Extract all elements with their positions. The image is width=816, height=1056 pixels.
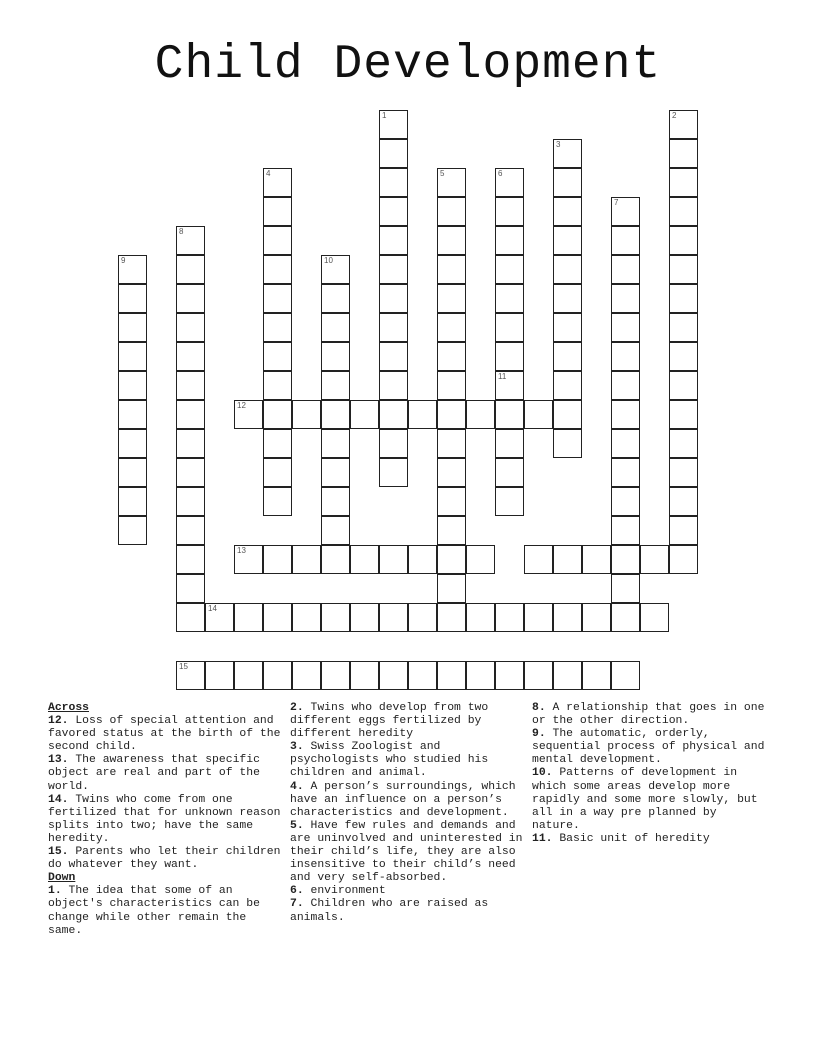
clue-number: 15 [179, 662, 188, 671]
grid-cell[interactable] [234, 603, 263, 632]
grid-cell[interactable] [263, 255, 292, 284]
clue-down-2: 2. Twins who develop from two different eggs fertilized by different heredity [290, 702, 489, 741]
grid-cell[interactable] [379, 603, 408, 632]
grid-cell[interactable] [263, 603, 292, 632]
grid-cell[interactable] [176, 429, 205, 458]
grid-cell[interactable] [118, 284, 147, 313]
grid-cell[interactable] [669, 458, 698, 487]
clue-down-11: 11. Basic unit of heredity [532, 832, 710, 845]
clue-column-1 [48, 702, 284, 938]
clue-number: 8 [179, 227, 184, 236]
grid-cell[interactable] [582, 603, 611, 632]
clue-across-13: 13. The awareness that specific object are real and part of the world. [48, 754, 260, 793]
grid-cell[interactable] [321, 400, 350, 429]
grid-cell[interactable] [321, 661, 350, 690]
grid-cell[interactable] [263, 487, 292, 516]
grid-cell[interactable] [524, 545, 553, 574]
grid-cell[interactable] [466, 603, 495, 632]
grid-cell[interactable] [437, 516, 466, 545]
grid-cell[interactable] [611, 429, 640, 458]
grid-cell[interactable] [669, 226, 698, 255]
grid-cell[interactable] [669, 429, 698, 458]
grid-cell[interactable] [437, 487, 466, 516]
grid-cell[interactable] [669, 313, 698, 342]
grid-cell[interactable] [408, 603, 437, 632]
grid-cell[interactable] [524, 603, 553, 632]
grid-cell[interactable] [495, 458, 524, 487]
clue-column-3 [532, 702, 768, 846]
grid-cell[interactable] [437, 342, 466, 371]
grid-cell[interactable] [379, 661, 408, 690]
grid-cell[interactable] [292, 661, 321, 690]
grid-cell[interactable] [263, 661, 292, 690]
clue-number: 10 [324, 256, 333, 265]
clue-number: 3 [556, 140, 561, 149]
grid-cell[interactable] [292, 545, 321, 574]
grid-cell[interactable] [553, 226, 582, 255]
grid-cell[interactable] [176, 371, 205, 400]
grid-cell[interactable] [640, 545, 669, 574]
grid-cell[interactable] [118, 342, 147, 371]
grid-cell[interactable] [118, 400, 147, 429]
grid-cell[interactable] [176, 284, 205, 313]
grid-cell[interactable] [263, 458, 292, 487]
grid-cell[interactable] [408, 545, 437, 574]
grid-cell[interactable] [321, 342, 350, 371]
clue-column-2 [290, 702, 526, 925]
grid-cell[interactable] [611, 458, 640, 487]
grid-cell[interactable] [263, 226, 292, 255]
grid-cell[interactable] [379, 371, 408, 400]
grid-cell[interactable] [466, 400, 495, 429]
down-heading: Down [48, 872, 76, 885]
grid-cell[interactable] [234, 661, 263, 690]
clue-number: 13 [237, 546, 246, 555]
grid-cell[interactable] [611, 400, 640, 429]
grid-cell[interactable] [321, 255, 350, 284]
grid-cell[interactable] [263, 168, 292, 197]
grid-cell[interactable] [611, 284, 640, 313]
grid-cell[interactable] [176, 313, 205, 342]
grid-cell[interactable] [379, 313, 408, 342]
grid-cell[interactable] [176, 487, 205, 516]
grid-cell[interactable] [379, 110, 408, 139]
grid-cell[interactable] [669, 342, 698, 371]
grid-cell[interactable] [118, 458, 147, 487]
grid-cell[interactable] [350, 545, 379, 574]
grid-cell[interactable] [176, 342, 205, 371]
grid-cell[interactable] [553, 284, 582, 313]
grid-cell[interactable] [263, 284, 292, 313]
clue-down-10: 10. Patterns of development in which some areas develop more rapidly and some more slowly, but all in a way pre planned by nature. [532, 767, 758, 832]
grid-cell[interactable] [669, 255, 698, 284]
clue-across-14: 14. Twins who come from one fertilized that for unknown reason splits into two; have the same heredity. [48, 793, 281, 845]
grid-cell[interactable] [495, 168, 524, 197]
grid-cell[interactable] [437, 429, 466, 458]
across-heading: Across [48, 702, 90, 714]
grid-cell[interactable] [437, 400, 466, 429]
clue-number: 11 [498, 372, 507, 381]
grid-cell[interactable] [379, 255, 408, 284]
grid-cell[interactable] [321, 487, 350, 516]
grid-cell[interactable] [669, 284, 698, 313]
grid-cell[interactable] [321, 516, 350, 545]
grid-cell[interactable] [379, 400, 408, 429]
grid-cell[interactable] [495, 603, 524, 632]
grid-cell[interactable] [321, 284, 350, 313]
grid-cell[interactable] [437, 458, 466, 487]
grid-cell[interactable] [611, 197, 640, 226]
grid-cell[interactable] [495, 284, 524, 313]
clue-number: 7 [614, 198, 619, 207]
grid-cell[interactable] [524, 661, 553, 690]
clue-number: 14 [208, 604, 217, 613]
grid-cell[interactable] [495, 661, 524, 690]
grid-cell[interactable] [553, 429, 582, 458]
grid-cell[interactable] [640, 603, 669, 632]
grid-cell[interactable] [553, 255, 582, 284]
grid-cell[interactable] [437, 168, 466, 197]
grid-cell[interactable] [495, 226, 524, 255]
grid-cell[interactable] [234, 400, 263, 429]
grid-cell[interactable] [263, 342, 292, 371]
grid-cell[interactable] [379, 197, 408, 226]
grid-cell[interactable] [611, 574, 640, 603]
grid-cell[interactable] [176, 458, 205, 487]
grid-cell[interactable] [118, 371, 147, 400]
grid-cell[interactable] [176, 574, 205, 603]
clue-down-3: 3. Swiss Zoologist and psychologists who studied his children and animal. [290, 741, 489, 780]
clue-down-5: 5. Have few rules and demands and are uninvolved and uninterested in their child’s life, they are also insensitive to their child’s need and very self-absorbed. [290, 819, 523, 885]
grid-cell[interactable] [437, 371, 466, 400]
grid-cell[interactable] [553, 168, 582, 197]
grid-cell[interactable] [118, 516, 147, 545]
grid-cell[interactable] [176, 661, 205, 690]
grid-cell[interactable] [611, 516, 640, 545]
clue-down-9: 9. The automatic, orderly, sequential process of physical and mental development. [532, 728, 765, 767]
grid-cell[interactable] [495, 487, 524, 516]
grid-cell[interactable] [495, 197, 524, 226]
grid-cell[interactable] [321, 429, 350, 458]
grid-cell[interactable] [176, 226, 205, 255]
grid-cell[interactable] [263, 429, 292, 458]
grid-cell[interactable] [582, 661, 611, 690]
grid-cell[interactable] [611, 313, 640, 342]
grid-cell[interactable] [437, 574, 466, 603]
grid-cell[interactable] [669, 400, 698, 429]
grid-cell[interactable] [553, 603, 582, 632]
grid-cell[interactable] [234, 545, 263, 574]
grid-cell[interactable] [321, 603, 350, 632]
grid-cell[interactable] [321, 545, 350, 574]
grid-cell[interactable] [495, 400, 524, 429]
grid-cell[interactable] [118, 313, 147, 342]
grid-cell[interactable] [669, 197, 698, 226]
clue-number: 9 [121, 256, 126, 265]
grid-cell[interactable] [408, 661, 437, 690]
grid-cell[interactable] [611, 661, 640, 690]
grid-cell[interactable] [176, 545, 205, 574]
grid-cell[interactable] [321, 458, 350, 487]
grid-cell[interactable] [466, 661, 495, 690]
grid-cell[interactable] [495, 313, 524, 342]
grid-cell[interactable] [611, 545, 640, 574]
grid-cell[interactable] [379, 429, 408, 458]
clue-number: 5 [440, 169, 445, 178]
grid-cell[interactable] [205, 661, 234, 690]
grid-cell[interactable] [292, 400, 321, 429]
grid-cell[interactable] [524, 400, 553, 429]
grid-cell[interactable] [553, 342, 582, 371]
grid-cell[interactable] [437, 545, 466, 574]
grid-cell[interactable] [292, 603, 321, 632]
grid-cell[interactable] [437, 226, 466, 255]
grid-cell[interactable] [611, 342, 640, 371]
clue-number: 2 [672, 111, 677, 120]
grid-cell[interactable] [176, 516, 205, 545]
grid-cell[interactable] [350, 661, 379, 690]
grid-cell[interactable] [611, 603, 640, 632]
grid-cell[interactable] [669, 487, 698, 516]
grid-cell[interactable] [553, 197, 582, 226]
grid-cell[interactable] [553, 400, 582, 429]
grid-cell[interactable] [437, 284, 466, 313]
grid-cell[interactable] [263, 545, 292, 574]
grid-cell[interactable] [379, 168, 408, 197]
grid-cell[interactable] [669, 168, 698, 197]
grid-cell[interactable] [669, 371, 698, 400]
grid-cell[interactable] [205, 603, 234, 632]
grid-cell[interactable] [669, 139, 698, 168]
grid-cell[interactable] [176, 603, 205, 632]
grid-cell[interactable] [176, 255, 205, 284]
grid-cell[interactable] [553, 661, 582, 690]
grid-cell[interactable] [118, 255, 147, 284]
clue-down-7: 7. Children who are raised as animals. [290, 898, 489, 924]
grid-cell[interactable] [379, 284, 408, 313]
grid-cell[interactable] [263, 197, 292, 226]
grid-cell[interactable] [611, 487, 640, 516]
grid-cell[interactable] [437, 255, 466, 284]
grid-cell[interactable] [669, 516, 698, 545]
grid-cell[interactable] [321, 313, 350, 342]
grid-cell[interactable] [495, 342, 524, 371]
grid-cell[interactable] [118, 487, 147, 516]
grid-cell[interactable] [669, 110, 698, 139]
clue-down-6: 6. environment [290, 885, 386, 898]
grid-cell[interactable] [118, 429, 147, 458]
grid-cell[interactable] [611, 226, 640, 255]
puzzle-title: Child Development [154, 38, 662, 92]
grid-cell[interactable] [553, 545, 582, 574]
grid-cell[interactable] [350, 603, 379, 632]
grid-cell[interactable] [437, 197, 466, 226]
grid-cell[interactable] [553, 139, 582, 168]
grid-cell[interactable] [379, 139, 408, 168]
grid-cell[interactable] [263, 371, 292, 400]
grid-cell[interactable] [379, 545, 408, 574]
clue-number: 4 [266, 169, 271, 178]
clue-across-12: 12. Loss of special attention and favored status at the birth of the second child. [48, 715, 281, 754]
clue-number: 1 [382, 111, 387, 120]
grid-cell[interactable] [437, 603, 466, 632]
grid-cell[interactable] [379, 342, 408, 371]
grid-cell[interactable] [553, 371, 582, 400]
grid-cell[interactable] [553, 313, 582, 342]
clue-down-8: 8. A relationship that goes in one or the other direction. [532, 702, 765, 728]
grid-cell[interactable] [466, 545, 495, 574]
grid-cell[interactable] [582, 545, 611, 574]
grid-cell[interactable] [263, 313, 292, 342]
grid-cell[interactable] [437, 661, 466, 690]
grid-cell[interactable] [379, 458, 408, 487]
clue-number: 6 [498, 169, 503, 178]
clue-down-4: 4. A person’s surroundings, which have an influence on a person’s characteristics and development. [290, 780, 516, 819]
grid-cell[interactable] [611, 255, 640, 284]
grid-cell[interactable] [495, 371, 524, 400]
grid-cell[interactable] [611, 371, 640, 400]
grid-cell[interactable] [379, 226, 408, 255]
grid-cell[interactable] [321, 371, 350, 400]
grid-cell[interactable] [408, 400, 437, 429]
grid-cell[interactable] [495, 429, 524, 458]
grid-cell[interactable] [176, 400, 205, 429]
grid-cell[interactable] [437, 313, 466, 342]
clue-number: 12 [237, 401, 246, 410]
grid-cell[interactable] [669, 545, 698, 574]
clue-down-1: 1. The idea that some of an object's characteristics can be change while other remain the same. [48, 885, 260, 937]
grid-cell[interactable] [350, 400, 379, 429]
clue-across-15: 15. Parents who let their children do whatever they want. [48, 846, 281, 872]
grid-cell[interactable] [263, 400, 292, 429]
grid-cell[interactable] [495, 255, 524, 284]
